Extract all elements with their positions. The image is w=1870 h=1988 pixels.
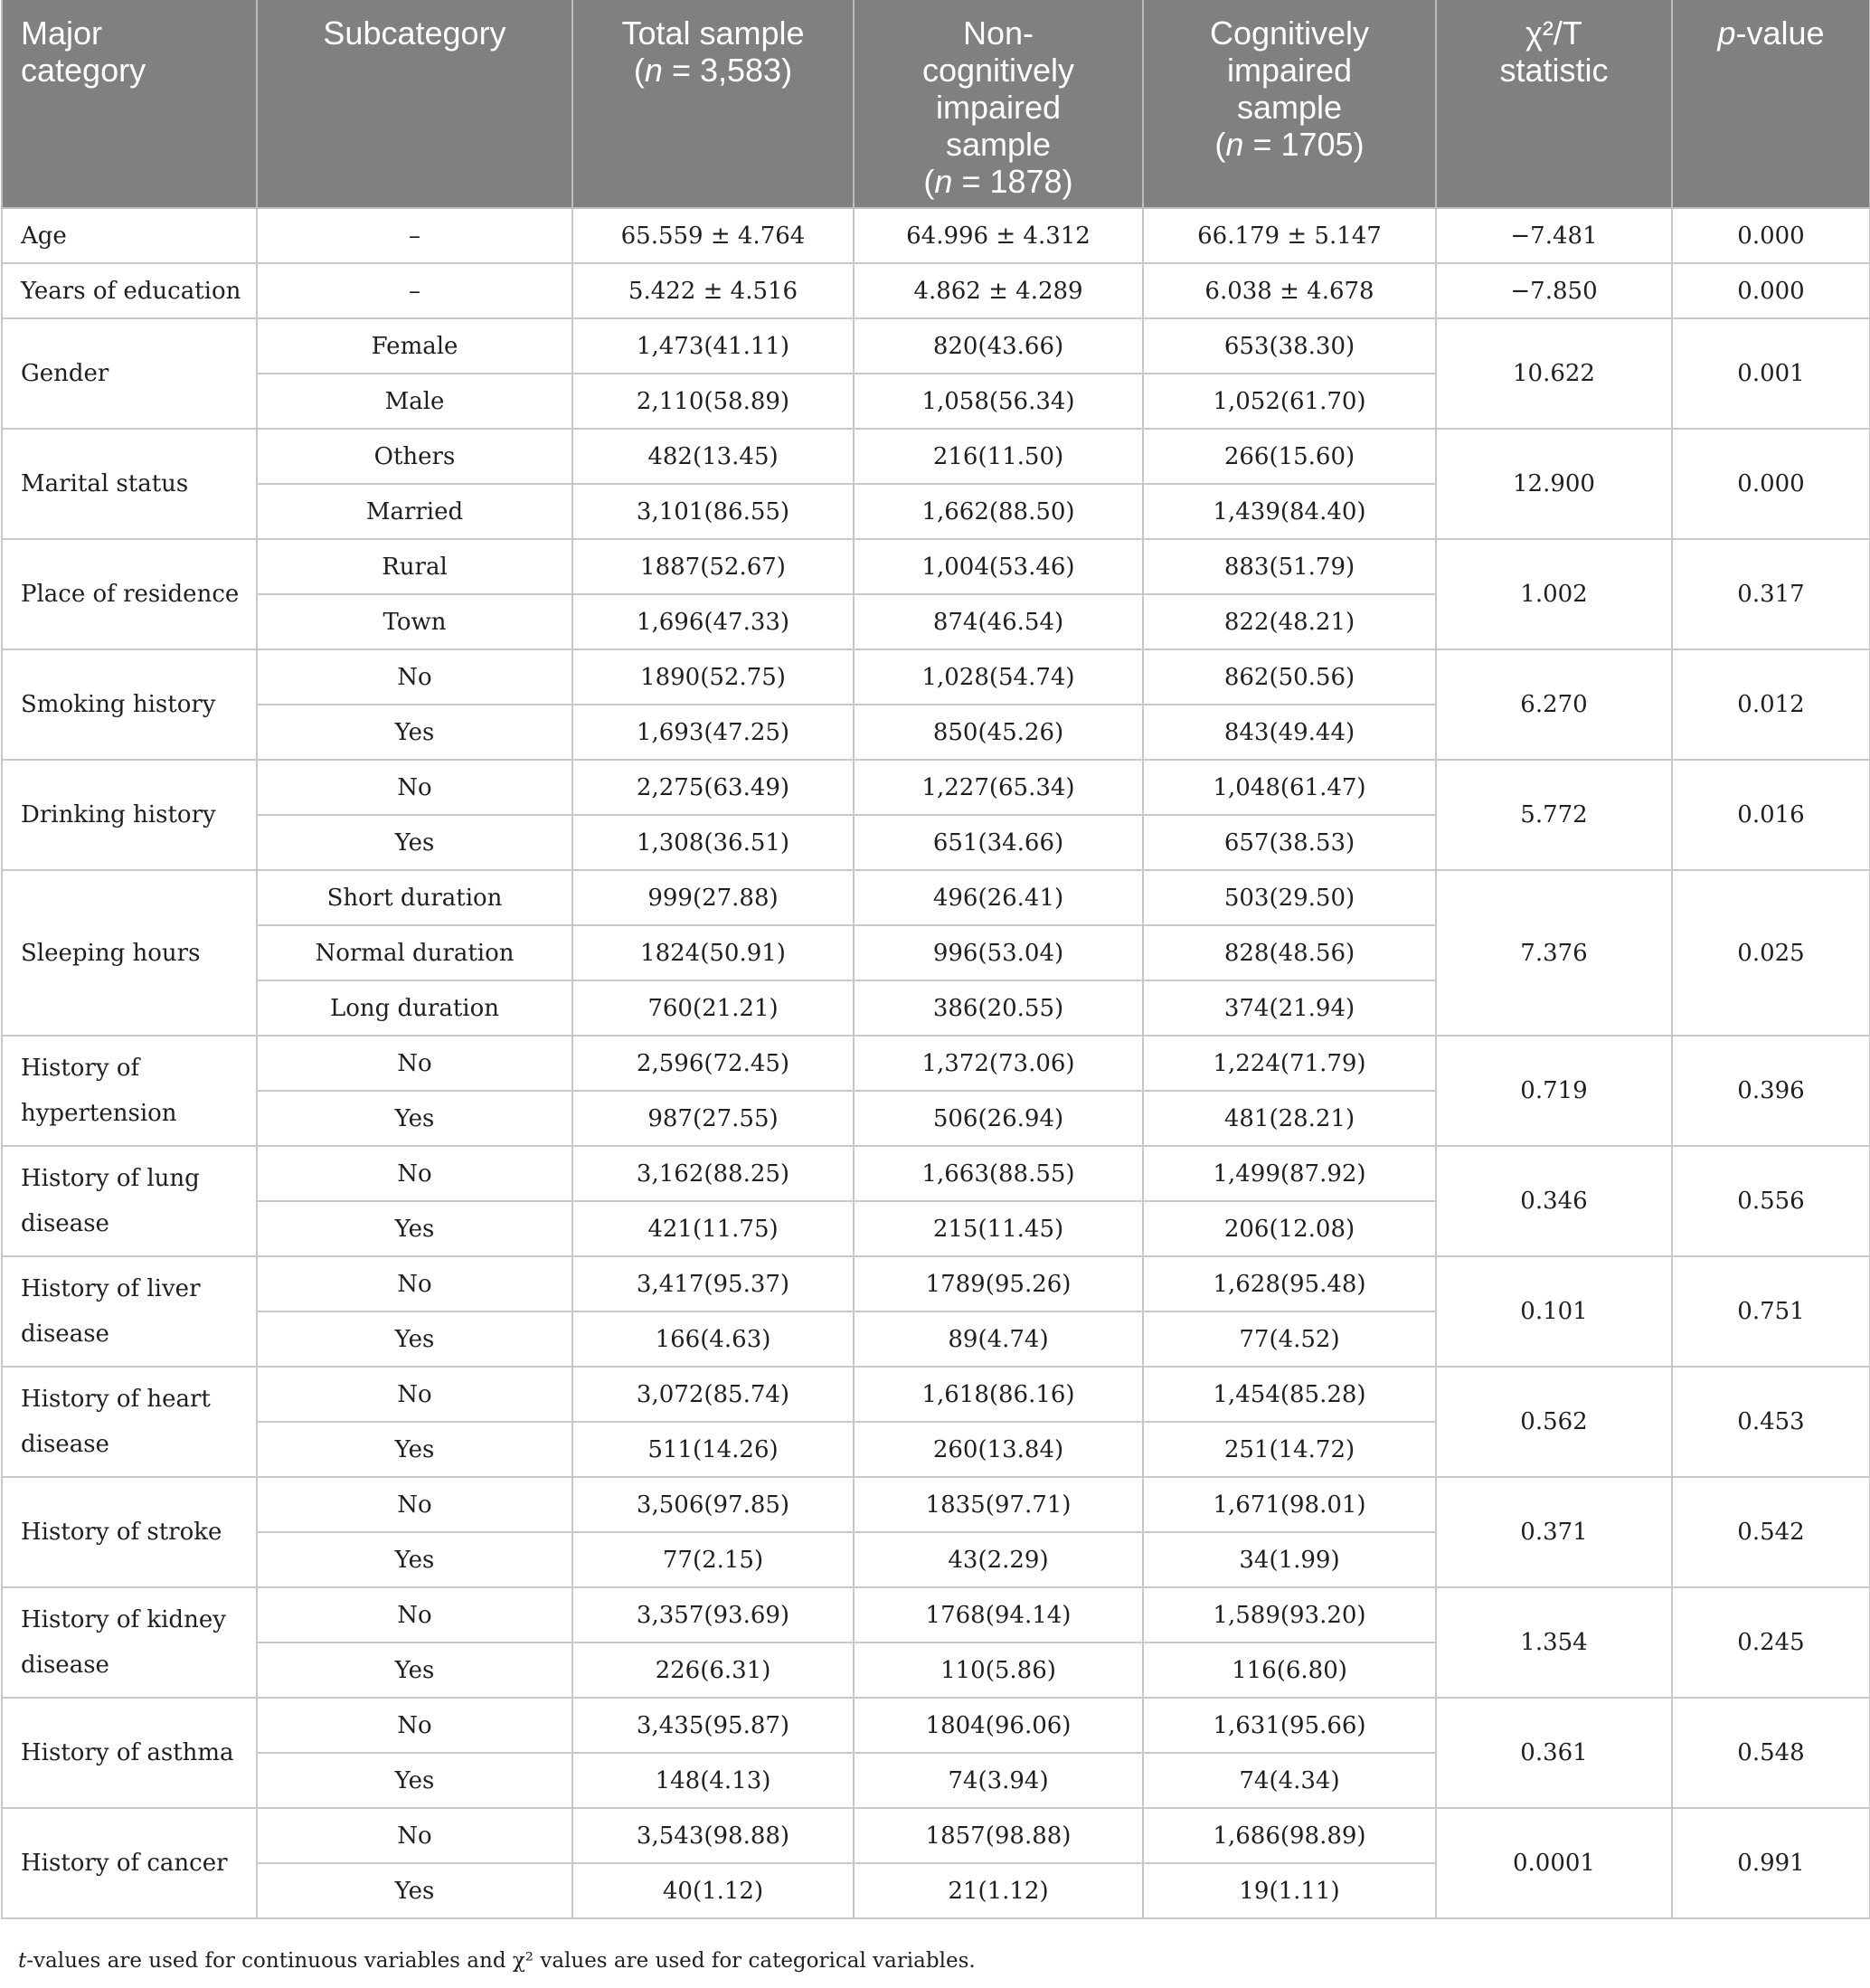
header-line: Subcategory xyxy=(323,14,506,52)
cognitively-impaired-cell: 1,631(95.66) xyxy=(1143,1698,1436,1753)
major-category-cell: Age xyxy=(2,208,257,263)
table-body xyxy=(2,208,1870,1918)
total-sample-cell: 1,696(47.33) xyxy=(572,594,854,649)
statistic-cell: 0.346 xyxy=(1436,1146,1672,1256)
non-cognitively-impaired-cell: 1835(97.71) xyxy=(854,1477,1143,1532)
cognitively-impaired-cell: 1,671(98.01) xyxy=(1143,1477,1436,1532)
cognitively-impaired-cell: 77(4.52) xyxy=(1143,1311,1436,1367)
subcategory-cell: No xyxy=(257,649,572,705)
total-sample-cell: 148(4.13) xyxy=(572,1753,854,1808)
header-line: χ²/T xyxy=(1525,14,1582,52)
subcategory-cell: Rural xyxy=(257,539,572,594)
cognitively-impaired-cell: 657(38.53) xyxy=(1143,815,1436,870)
statistic-cell: 1.002 xyxy=(1436,539,1672,649)
table-row xyxy=(2,1808,1870,1863)
total-sample-cell: 2,275(63.49) xyxy=(572,760,854,815)
cognitively-impaired-cell: 883(51.79) xyxy=(1143,539,1436,594)
p-value-cell: 0.453 xyxy=(1672,1367,1870,1477)
p-value-cell: 0.396 xyxy=(1672,1036,1870,1146)
cognitively-impaired-cell: 1,686(98.89) xyxy=(1143,1808,1436,1863)
cognitively-impaired-cell: 1,052(61.70) xyxy=(1143,374,1436,429)
header-line: Major xyxy=(21,14,103,52)
table-header xyxy=(2,0,1870,208)
p-value-cell: 0.012 xyxy=(1672,649,1870,760)
cognitively-impaired-cell: 822(48.21) xyxy=(1143,594,1436,649)
header-total-sample xyxy=(572,0,854,208)
p-value-cell: 0.000 xyxy=(1672,263,1870,318)
total-sample-cell: 226(6.31) xyxy=(572,1642,854,1698)
non-cognitively-impaired-cell: 386(20.55) xyxy=(854,980,1143,1036)
subcategory-cell: Yes xyxy=(257,1753,572,1808)
non-cognitively-impaired-cell: 1857(98.88) xyxy=(854,1808,1143,1863)
cognitively-impaired-cell: 481(28.21) xyxy=(1143,1091,1436,1146)
subcategory-cell: No xyxy=(257,1367,572,1422)
subcategory-cell: Yes xyxy=(257,815,572,870)
p-value-cell: 0.991 xyxy=(1672,1808,1870,1918)
cognitively-impaired-cell: 653(38.30) xyxy=(1143,318,1436,374)
major-category-cell: History of stroke xyxy=(2,1477,257,1587)
total-sample-cell: 999(27.88) xyxy=(572,870,854,925)
p-value-cell: 0.016 xyxy=(1672,760,1870,870)
non-cognitively-impaired-cell: 215(11.45) xyxy=(854,1201,1143,1256)
non-cognitively-impaired-cell: 260(13.84) xyxy=(854,1422,1143,1477)
non-cognitively-impaired-cell: 1,663(88.55) xyxy=(854,1146,1143,1201)
cognitively-impaired-cell: 1,499(87.92) xyxy=(1143,1146,1436,1201)
p-value-cell: 0.751 xyxy=(1672,1256,1870,1367)
header-line: cognitively xyxy=(921,52,1075,89)
non-cognitively-impaired-cell: 1768(94.14) xyxy=(854,1587,1143,1642)
table-row xyxy=(2,539,1870,594)
major-category-cell: Marital status xyxy=(2,429,257,539)
non-cognitively-impaired-cell: 1,058(56.34) xyxy=(854,374,1143,429)
header-line: Non- xyxy=(962,14,1034,52)
subcategory-cell: Yes xyxy=(257,1642,572,1698)
header-row xyxy=(2,0,1870,208)
cognitively-impaired-cell: 1,048(61.47) xyxy=(1143,760,1436,815)
total-sample-cell: 1887(52.67) xyxy=(572,539,854,594)
major-category-cell: Place of residence xyxy=(2,539,257,649)
header-line: (n = 1878) xyxy=(923,163,1073,200)
table-row xyxy=(2,208,1870,263)
table-row xyxy=(2,1036,1870,1091)
total-sample-cell: 2,110(58.89) xyxy=(572,374,854,429)
non-cognitively-impaired-cell: 1,004(53.46) xyxy=(854,539,1143,594)
total-sample-cell: 3,101(86.55) xyxy=(572,484,854,539)
cognitively-impaired-cell: 116(6.80) xyxy=(1143,1642,1436,1698)
table-footnote: t-values are used for continuous variables and χ² values are used for categorical variables. xyxy=(18,1949,976,1973)
table-row xyxy=(2,760,1870,815)
total-sample-cell: 2,596(72.45) xyxy=(572,1036,854,1091)
major-category-cell: History of liver disease xyxy=(2,1256,257,1367)
table-row xyxy=(2,1256,1870,1311)
statistic-cell: 0.719 xyxy=(1436,1036,1672,1146)
cognitively-impaired-cell: 374(21.94) xyxy=(1143,980,1436,1036)
subcategory-cell: No xyxy=(257,1477,572,1532)
header-non-cognitively-impaired xyxy=(854,0,1143,208)
subcategory-cell: Yes xyxy=(257,1201,572,1256)
non-cognitively-impaired-cell: 874(46.54) xyxy=(854,594,1143,649)
cognitively-impaired-cell: 34(1.99) xyxy=(1143,1532,1436,1587)
statistic-cell: 1.354 xyxy=(1436,1587,1672,1698)
statistic-cell: 0.0001 xyxy=(1436,1808,1672,1918)
statistic-cell: 12.900 xyxy=(1436,429,1672,539)
major-category-cell: History of asthma xyxy=(2,1698,257,1808)
p-value-cell: 0.542 xyxy=(1672,1477,1870,1587)
total-sample-cell: 1,473(41.11) xyxy=(572,318,854,374)
total-sample-cell: 1,308(36.51) xyxy=(572,815,854,870)
total-sample-cell: 65.559 ± 4.764 xyxy=(572,208,854,263)
subcategory-cell: No xyxy=(257,1587,572,1642)
major-category-cell: Gender xyxy=(2,318,257,429)
total-sample-cell: 1824(50.91) xyxy=(572,925,854,980)
subcategory-cell: Normal duration xyxy=(257,925,572,980)
non-cognitively-impaired-cell: 651(34.66) xyxy=(854,815,1143,870)
cognitively-impaired-cell: 503(29.50) xyxy=(1143,870,1436,925)
total-sample-cell: 1,693(47.25) xyxy=(572,705,854,760)
statistic-cell: 6.270 xyxy=(1436,649,1672,760)
total-sample-cell: 3,162(88.25) xyxy=(572,1146,854,1201)
p-value-cell: 0.317 xyxy=(1672,539,1870,649)
cognitively-impaired-cell: 828(48.56) xyxy=(1143,925,1436,980)
major-category-cell: Years of education xyxy=(2,263,257,318)
total-sample-cell: 3,435(95.87) xyxy=(572,1698,854,1753)
cognitively-impaired-cell: 266(15.60) xyxy=(1143,429,1436,484)
table-row xyxy=(2,1587,1870,1642)
cognitively-impaired-cell: 66.179 ± 5.147 xyxy=(1143,208,1436,263)
total-sample-cell: 5.422 ± 4.516 xyxy=(572,263,854,318)
major-category-cell: History of lung disease xyxy=(2,1146,257,1256)
subcategory-cell: Short duration xyxy=(257,870,572,925)
subcategory-cell: No xyxy=(257,1256,572,1311)
subcategory-cell: Town xyxy=(257,594,572,649)
total-sample-cell: 77(2.15) xyxy=(572,1532,854,1587)
non-cognitively-impaired-cell: 820(43.66) xyxy=(854,318,1143,374)
table-row xyxy=(2,429,1870,484)
subcategory-cell: – xyxy=(257,208,572,263)
subcategory-cell: – xyxy=(257,263,572,318)
total-sample-cell: 421(11.75) xyxy=(572,1201,854,1256)
header-line: sample xyxy=(1236,89,1343,126)
major-category-cell: History of kidney disease xyxy=(2,1587,257,1698)
non-cognitively-impaired-cell: 64.996 ± 4.312 xyxy=(854,208,1143,263)
statistic-cell: −7.481 xyxy=(1436,208,1672,263)
non-cognitively-impaired-cell: 1,662(88.50) xyxy=(854,484,1143,539)
table-row xyxy=(2,649,1870,705)
p-value-cell: 0.548 xyxy=(1672,1698,1870,1808)
statistic-cell: 0.371 xyxy=(1436,1477,1672,1587)
non-cognitively-impaired-cell: 996(53.04) xyxy=(854,925,1143,980)
header-line: impaired xyxy=(935,89,1062,126)
subcategory-cell: No xyxy=(257,1698,572,1753)
non-cognitively-impaired-cell: 1804(96.06) xyxy=(854,1698,1143,1753)
non-cognitively-impaired-cell: 74(3.94) xyxy=(854,1753,1143,1808)
subcategory-cell: Female xyxy=(257,318,572,374)
major-category-cell: History of cancer xyxy=(2,1808,257,1918)
non-cognitively-impaired-cell: 1,227(65.34) xyxy=(854,760,1143,815)
major-category-cell: Drinking history xyxy=(2,760,257,870)
non-cognitively-impaired-cell: 1,618(86.16) xyxy=(854,1367,1143,1422)
total-sample-cell: 760(21.21) xyxy=(572,980,854,1036)
total-sample-cell: 3,072(85.74) xyxy=(572,1367,854,1422)
non-cognitively-impaired-cell: 1,028(54.74) xyxy=(854,649,1143,705)
subcategory-cell: Married xyxy=(257,484,572,539)
cognitively-impaired-cell: 206(12.08) xyxy=(1143,1201,1436,1256)
subcategory-cell: Yes xyxy=(257,1532,572,1587)
subcategory-cell: No xyxy=(257,1036,572,1091)
total-sample-cell: 482(13.45) xyxy=(572,429,854,484)
non-cognitively-impaired-cell: 110(5.86) xyxy=(854,1642,1143,1698)
non-cognitively-impaired-cell: 21(1.12) xyxy=(854,1863,1143,1918)
header-line: statistic xyxy=(1499,52,1609,89)
total-sample-cell: 3,417(95.37) xyxy=(572,1256,854,1311)
non-cognitively-impaired-cell: 1,372(73.06) xyxy=(854,1036,1143,1091)
table-row xyxy=(2,1698,1870,1753)
major-category-cell: History of hypertension xyxy=(2,1036,257,1146)
subcategory-cell: Male xyxy=(257,374,572,429)
total-sample-cell: 987(27.55) xyxy=(572,1091,854,1146)
non-cognitively-impaired-cell: 850(45.26) xyxy=(854,705,1143,760)
data-table xyxy=(1,0,1870,1919)
p-value-cell: 0.001 xyxy=(1672,318,1870,429)
header-line: Total sample xyxy=(621,14,805,52)
non-cognitively-impaired-cell: 506(26.94) xyxy=(854,1091,1143,1146)
subcategory-cell: Yes xyxy=(257,1422,572,1477)
header-line: impaired xyxy=(1226,52,1353,89)
table-row xyxy=(2,1367,1870,1422)
total-sample-cell: 511(14.26) xyxy=(572,1422,854,1477)
cognitively-impaired-cell: 1,439(84.40) xyxy=(1143,484,1436,539)
major-category-cell: Sleeping hours xyxy=(2,870,257,1036)
header-line: (n = 3,583) xyxy=(633,52,793,89)
subcategory-cell: Long duration xyxy=(257,980,572,1036)
header-line: category xyxy=(21,52,146,89)
statistic-cell: 0.562 xyxy=(1436,1367,1672,1477)
major-category-cell: History of heart disease xyxy=(2,1367,257,1477)
table-row xyxy=(2,870,1870,925)
cognitively-impaired-cell: 1,589(93.20) xyxy=(1143,1587,1436,1642)
p-value-cell: 0.000 xyxy=(1672,208,1870,263)
cognitively-impaired-cell: 1,628(95.48) xyxy=(1143,1256,1436,1311)
header-cognitively-impaired xyxy=(1143,0,1436,208)
cognitively-impaired-cell: 1,454(85.28) xyxy=(1143,1367,1436,1422)
cognitively-impaired-cell: 251(14.72) xyxy=(1143,1422,1436,1477)
p-value-cell: 0.025 xyxy=(1672,870,1870,1036)
header-subcategory xyxy=(257,0,572,208)
subcategory-cell: Yes xyxy=(257,705,572,760)
subcategory-cell: Yes xyxy=(257,1863,572,1918)
table-row xyxy=(2,1477,1870,1532)
header-line: Cognitively xyxy=(1209,14,1370,52)
header-p-value xyxy=(1672,0,1870,208)
header-statistic xyxy=(1436,0,1672,208)
total-sample-cell: 3,506(97.85) xyxy=(572,1477,854,1532)
cognitively-impaired-cell: 1,224(71.79) xyxy=(1143,1036,1436,1091)
cognitively-impaired-cell: 843(49.44) xyxy=(1143,705,1436,760)
non-cognitively-impaired-cell: 1789(95.26) xyxy=(854,1256,1143,1311)
cognitively-impaired-cell: 74(4.34) xyxy=(1143,1753,1436,1808)
total-sample-cell: 40(1.12) xyxy=(572,1863,854,1918)
table-row xyxy=(2,318,1870,374)
subcategory-cell: No xyxy=(257,1808,572,1863)
table-row xyxy=(2,263,1870,318)
header-line: sample xyxy=(945,126,1052,163)
subcategory-cell: No xyxy=(257,1146,572,1201)
subcategory-cell: Yes xyxy=(257,1091,572,1146)
cognitively-impaired-cell: 862(50.56) xyxy=(1143,649,1436,705)
non-cognitively-impaired-cell: 216(11.50) xyxy=(854,429,1143,484)
header-line: p-value xyxy=(1717,14,1825,52)
subcategory-cell: No xyxy=(257,760,572,815)
table-row xyxy=(2,1146,1870,1201)
header-major-category xyxy=(2,0,257,208)
non-cognitively-impaired-cell: 43(2.29) xyxy=(854,1532,1143,1587)
cognitively-impaired-cell: 6.038 ± 4.678 xyxy=(1143,263,1436,318)
total-sample-cell: 3,357(93.69) xyxy=(572,1587,854,1642)
p-value-cell: 0.000 xyxy=(1672,429,1870,539)
statistic-cell: 7.376 xyxy=(1436,870,1672,1036)
statistic-cell: 0.361 xyxy=(1436,1698,1672,1808)
p-value-cell: 0.245 xyxy=(1672,1587,1870,1698)
cognitively-impaired-cell: 19(1.11) xyxy=(1143,1863,1436,1918)
header-line: (n = 1705) xyxy=(1214,126,1365,163)
statistic-cell: −7.850 xyxy=(1436,263,1672,318)
non-cognitively-impaired-cell: 89(4.74) xyxy=(854,1311,1143,1367)
major-category-cell: Smoking history xyxy=(2,649,257,760)
non-cognitively-impaired-cell: 4.862 ± 4.289 xyxy=(854,263,1143,318)
total-sample-cell: 1890(52.75) xyxy=(572,649,854,705)
subcategory-cell: Yes xyxy=(257,1311,572,1367)
statistic-cell: 10.622 xyxy=(1436,318,1672,429)
total-sample-cell: 3,543(98.88) xyxy=(572,1808,854,1863)
statistic-cell: 0.101 xyxy=(1436,1256,1672,1367)
p-value-cell: 0.556 xyxy=(1672,1146,1870,1256)
statistic-cell: 5.772 xyxy=(1436,760,1672,870)
non-cognitively-impaired-cell: 496(26.41) xyxy=(854,870,1143,925)
subcategory-cell: Others xyxy=(257,429,572,484)
total-sample-cell: 166(4.63) xyxy=(572,1311,854,1367)
